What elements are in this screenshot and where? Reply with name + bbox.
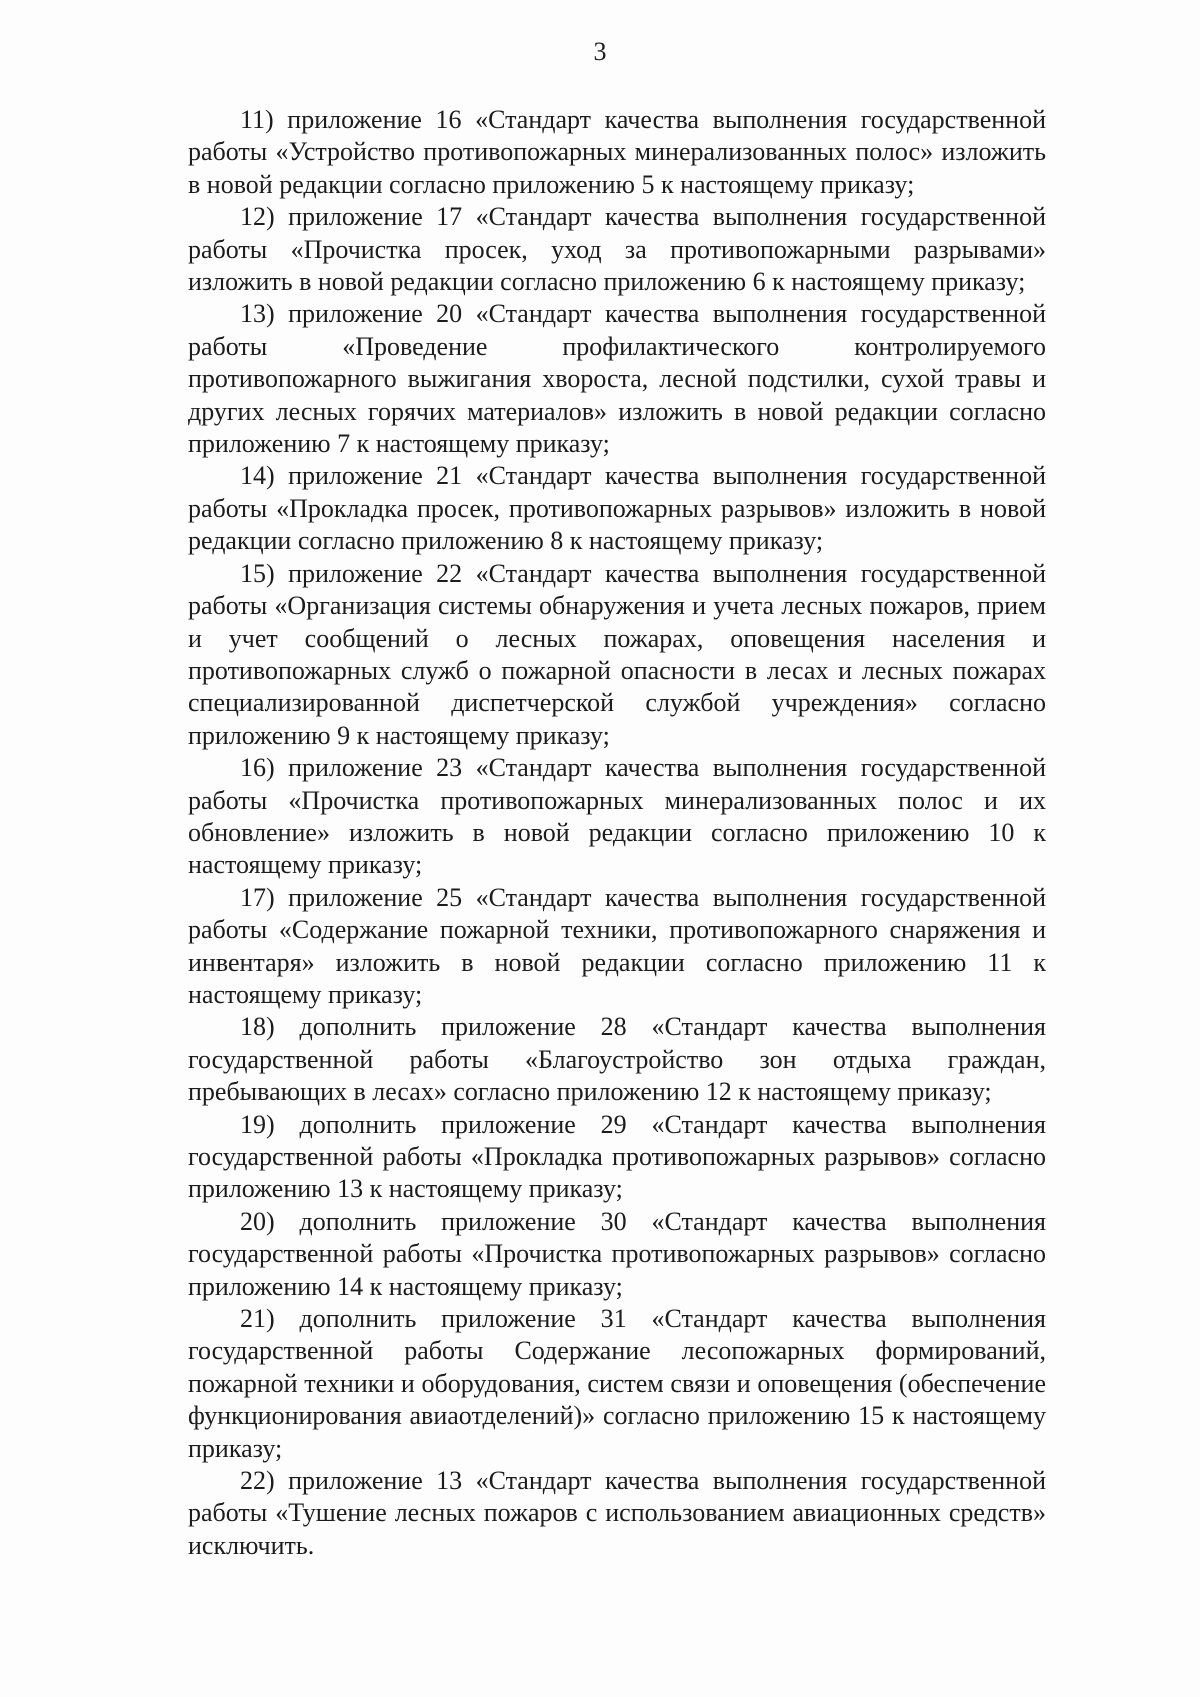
list-item: 18) дополнить приложение 28 «Стандарт качества выполнения государственной работы «Благоустройство зон отдыха граждан, пребывающих в лесах» согласно приложению 12 к настоящему приказу; — [188, 1012, 1046, 1107]
page-number: 3 — [593, 37, 607, 66]
list-item: 21) дополнить приложение 31 «Стандарт качества выполнения государственной работы Содержание лесопожарных формирований, пожарной техники и оборудования, систем связи и оповещения (обеспечение функционирования авиаотделений)» согласно приложению 15 к настоящему приказу; — [188, 1304, 1046, 1463]
list-item: 11) приложение 16 «Стандарт качества выполнения государственной работы «Устройство противопожарных минерализованных полос» изложить в новой редакции согласно приложению 5 к настоящему приказу; — [188, 105, 1046, 199]
list-item: 17) приложение 25 «Стандарт качества выполнения государственной работы «Содержание пожарной техники, противопожарного снаряжения и инвентаря» изложить в новой редакции согласно приложению 11 к настоящему приказу; — [188, 882, 1046, 1009]
list-item: 16) приложение 23 «Стандарт качества выполнения государственной работы «Прочистка противопожарных минерализованных полос и их обновление» изложить в новой редакции согласно приложению 10 к настоящему приказу; — [188, 753, 1046, 880]
list-item: 15) приложение 22 «Стандарт качества выполнения государственной работы «Организация системы обнаружения и учета лесных пожаров, прием и учет сообщений о лесных пожарах, оповещения населения и противопожарных служб о пожарной опасности в лесах и лесных пожарах специализированной диспетчерской службой учреждения» согласно приложению 9 к настоящему приказу; — [188, 558, 1046, 750]
list-item: 19) дополнить приложение 29 «Стандарт качества выполнения государственной работы «Прокладка противопожарных разрывов» согласно приложению 13 к настоящему приказу; — [188, 1109, 1046, 1204]
list-item: 12) приложение 17 «Стандарт качества выполнения государственной работы «Прочистка просек, уход за противопожарными разрывами» изложить в новой редакции согласно приложению 6 к настоящему приказу; — [188, 202, 1046, 297]
list-item: 13) приложение 20 «Стандарт качества выполнения государственной работы «Проведение профилактического контролируемого противопожарного выжигания хвороста, лесной подстилки, сухой травы и других лесных горячих материалов» изложить в новой редакции согласно приложению 7 к настоящему приказу; — [188, 299, 1046, 459]
list-item: 20) дополнить приложение 30 «Стандарт качества выполнения государственной работы «Прочистка противопожарных разрывов» согласно приложению 14 к настоящему приказу; — [188, 1206, 1046, 1301]
list-item: 14) приложение 21 «Стандарт качества выполнения государственной работы «Прокладка просек, противопожарных разрывов» изложить в новой редакции согласно приложению 8 к настоящему приказу; — [188, 461, 1046, 556]
document-body — [188, 104, 1046, 1562]
list-item: 22) приложение 13 «Стандарт качества выполнения государственной работы «Тушение лесных пожаров с использованием авиационных средств» исключить. — [188, 1466, 1046, 1560]
